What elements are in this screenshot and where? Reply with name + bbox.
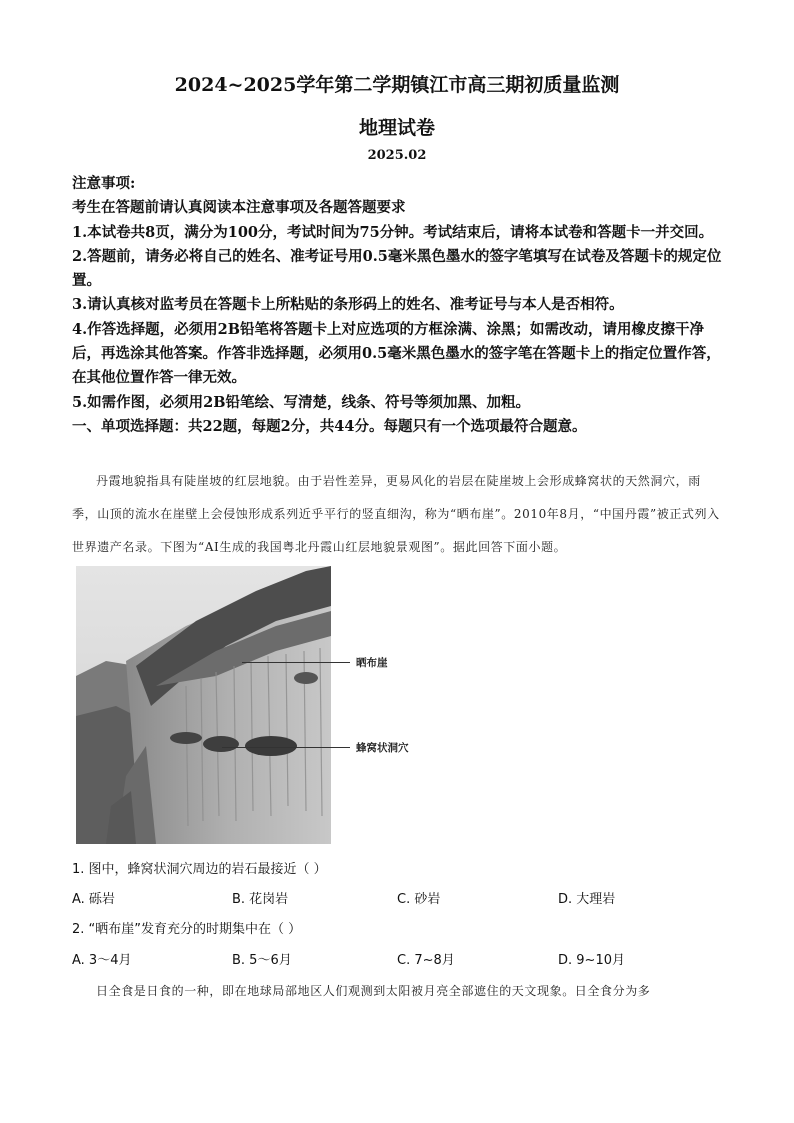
question-stem: 1. 图中，蜂窝状洞穴周边的岩石最接近（ ） bbox=[72, 862, 327, 877]
instruction-item: 1.本试卷共8页，满分为100分，考试时间为75分钟。考试结束后，请将本试卷和答题卡一并交回。 bbox=[72, 223, 714, 241]
option-c[interactable]: C. 7~8月 bbox=[397, 953, 455, 968]
figure-label-shaibuya: 晒布崖 bbox=[356, 657, 388, 669]
option-b[interactable]: B. 5～6月 bbox=[232, 953, 292, 968]
option-d[interactable]: D. 大理岩 bbox=[558, 892, 616, 907]
section-heading: 一、单项选择题：共22题，每题2分，共44分。每题只有一个选项最符合题意。 bbox=[72, 417, 587, 435]
instruction-item: 2.答题前，请务必将自己的姓名、准考证号用0.5毫米黑色墨水的签字笔填写在试卷及答题卡的规定位置。 bbox=[72, 247, 722, 290]
instruction-item: 4.作答选择题，必须用2B铅笔将答题卡上对应选项的方框涂满、涂黑；如需改动，请用橡皮擦干净后，再选涂其他答案。作答非选择题，必须用0.5毫米黑色墨水的签字笔在答题卡上的指定位置作答，在其他位置作答一律无效。 bbox=[72, 320, 721, 387]
reading-passage: 丹霞地貌指具有陡崖坡的红层地貌。由于岩性差异，更易风化的岩层在陡崖坡上会形成蜂窝状的天然洞穴，雨季，山顶的流水在崖壁上会侵蚀形成系列近乎平行的竖直细沟，称为“晒布崖”。2010年8月，“中国丹霞”被正式列入世界遗产名录。下图为“AI生成的我国粤北丹霞山红层地貌景观图”。据此回答下面小题。 bbox=[72, 474, 720, 554]
question-stem: 2. “晒布崖”发育充分的时期集中在（ ） bbox=[72, 922, 302, 937]
instructions bbox=[72, 172, 724, 439]
instruction-item: 5.如需作图，必须用2B铅笔绘、写清楚，线条、符号等须加黑、加粗。 bbox=[72, 393, 530, 411]
option-a[interactable]: A. 砾岩 bbox=[72, 892, 115, 907]
figure-label-honeycomb-cave: 蜂窝状洞穴 bbox=[356, 742, 409, 754]
label-leader-line bbox=[222, 747, 350, 748]
instructions-intro: 考生在答题前请认真阅读本注意事项及各题答题要求 bbox=[72, 199, 406, 217]
option-d[interactable]: D. 9~10月 bbox=[558, 953, 625, 968]
exam-date: 2025.02 bbox=[367, 148, 427, 163]
label-leader-line bbox=[242, 662, 350, 663]
option-c[interactable]: C. 砂岩 bbox=[397, 892, 441, 907]
danxia-landscape-photo bbox=[76, 566, 331, 844]
exam-subject: 地理试卷 bbox=[358, 117, 435, 139]
exam-title: 2024~2025学年第二学期镇江市高三期初质量监测 bbox=[174, 74, 620, 96]
instructions-heading: 注意事项: bbox=[72, 175, 136, 192]
option-a[interactable]: A. 3～4月 bbox=[72, 953, 132, 968]
option-b[interactable]: B. 花岗岩 bbox=[232, 892, 289, 907]
instruction-item: 3.请认真核对监考员在答题卡上所粘贴的条形码上的姓名、准考证号与本人是否相符。 bbox=[72, 296, 624, 314]
reading-passage: 日全食是日食的一种，即在地球局部地区人们观测到太阳被月亮全部遮住的天文现象。日全食分为多 bbox=[96, 984, 651, 998]
